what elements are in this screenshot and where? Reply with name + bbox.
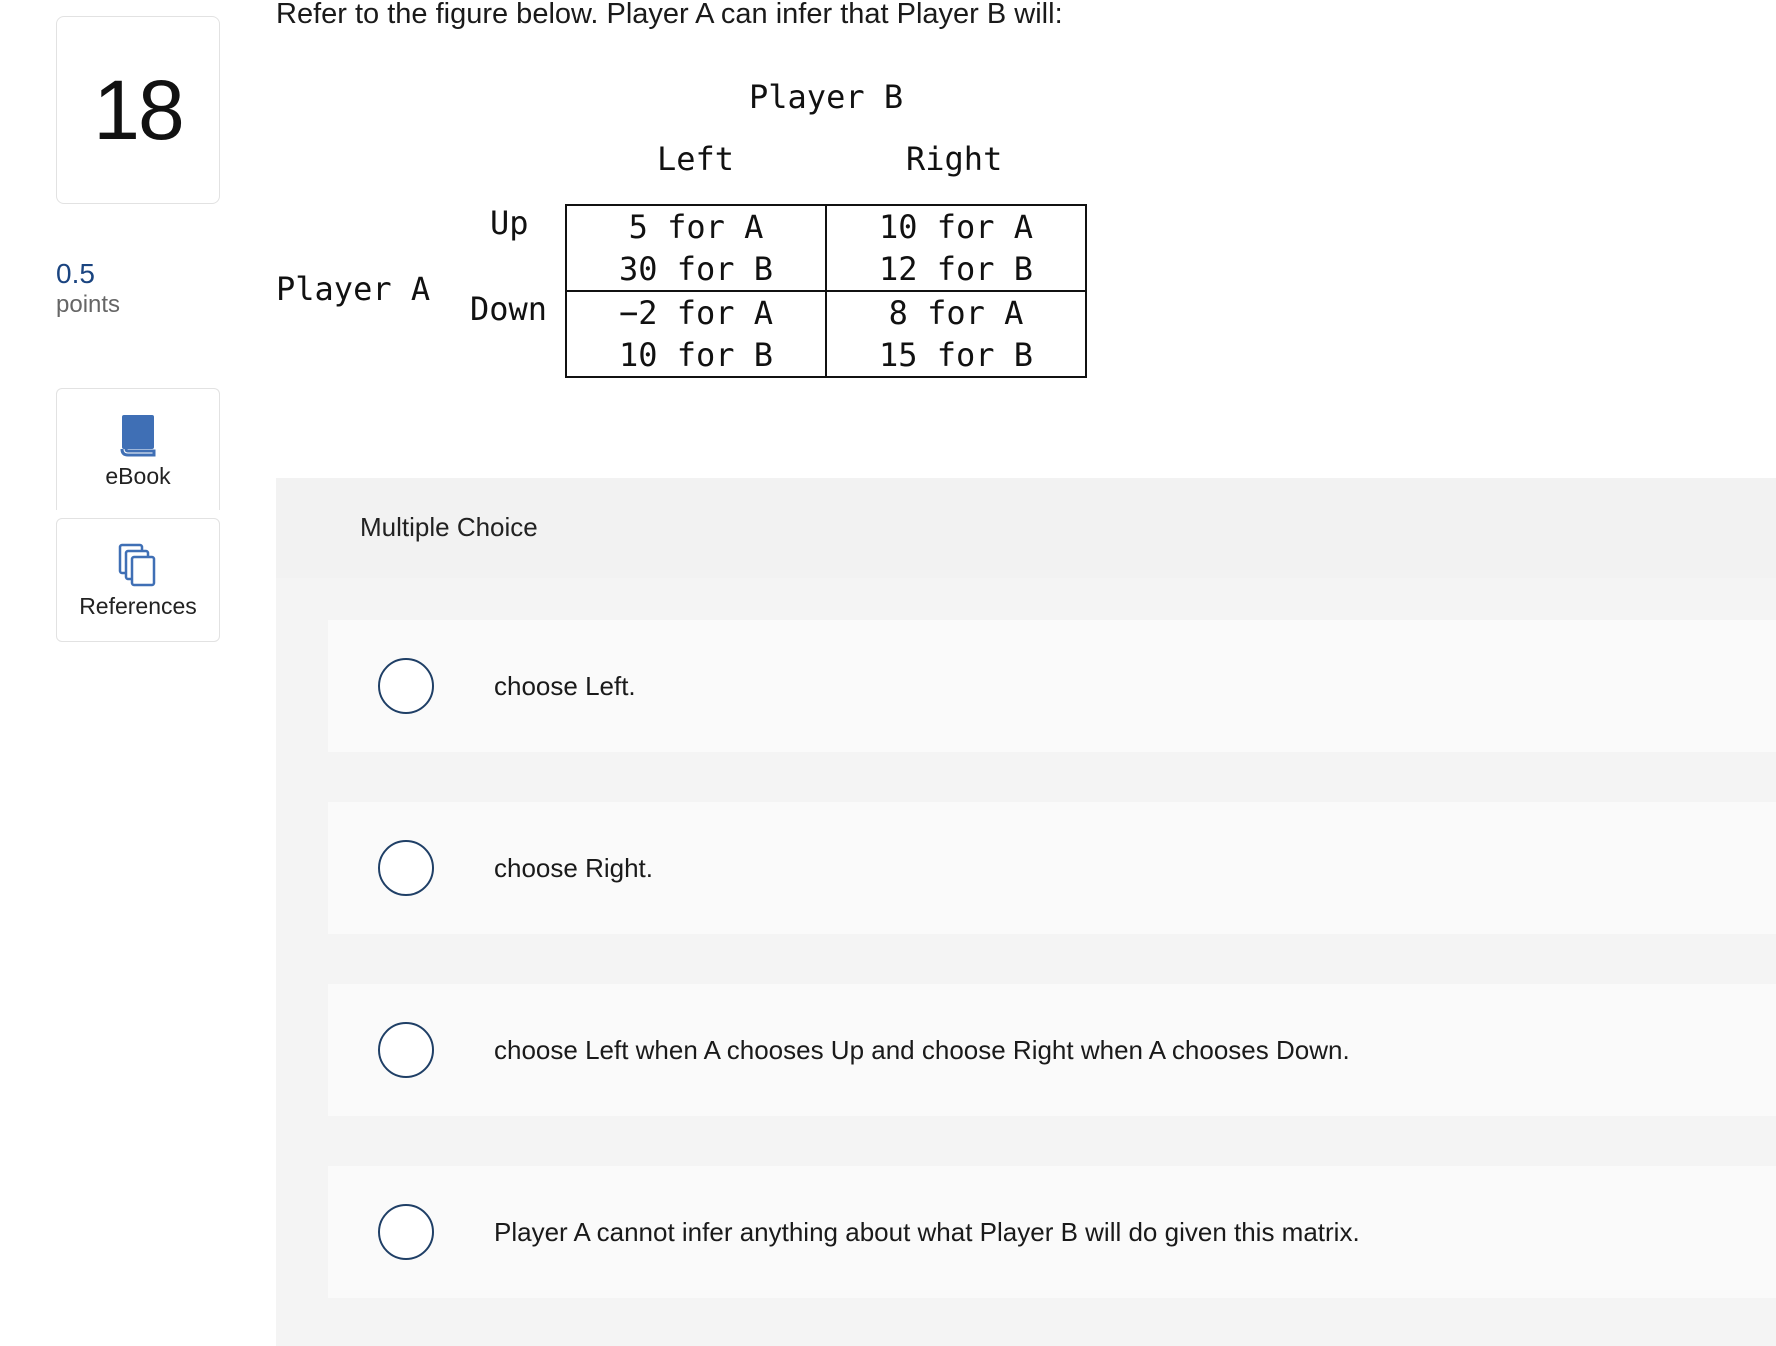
payoff-b: 15 for B	[878, 336, 1034, 374]
question-number-box	[56, 16, 220, 204]
ebook-button[interactable]	[56, 388, 220, 510]
column-label-left: Left	[657, 140, 735, 178]
choice-text: choose Left.	[494, 670, 636, 701]
payoff-b: 10 for B	[618, 336, 774, 374]
matrix-row-down	[566, 291, 1086, 377]
choice-option-1[interactable]	[328, 620, 1776, 752]
column-player-label: Player B	[749, 78, 904, 116]
radio-button[interactable]	[378, 1204, 434, 1260]
row-player-label: Player A	[276, 270, 431, 308]
choice-text: choose Right.	[494, 852, 653, 883]
row-label-down: Down	[470, 290, 548, 328]
documents-icon	[118, 543, 158, 587]
radio-button[interactable]	[378, 1022, 434, 1078]
matrix-cell-down-left	[566, 291, 826, 377]
points-block	[56, 258, 120, 320]
choices-list	[276, 578, 1776, 1346]
book-icon	[118, 413, 158, 457]
payoff-a: 10 for A	[878, 208, 1034, 246]
multiple-choice-header: Multiple Choice	[360, 512, 538, 542]
choice-option-2[interactable]	[328, 802, 1776, 934]
choice-option-3[interactable]	[328, 984, 1776, 1116]
references-label: References	[79, 593, 197, 619]
radio-button[interactable]	[378, 840, 434, 896]
radio-button[interactable]	[378, 658, 434, 714]
payoff-a: −2 for A	[618, 294, 774, 332]
payoff-b: 12 for B	[878, 250, 1034, 288]
payoff-matrix	[565, 204, 1087, 378]
points-label: points	[56, 291, 121, 318]
payoff-a: 8 for A	[888, 294, 1024, 332]
references-button[interactable]	[56, 518, 220, 642]
points-value: 0.5	[56, 258, 95, 289]
column-label-right: Right	[906, 140, 1003, 178]
ebook-label: eBook	[105, 463, 171, 489]
question-number: 18	[93, 62, 183, 157]
payoff-a: 5 for A	[628, 208, 764, 246]
question-text: Refer to the figure below. Player A can infer that Player B will:	[276, 0, 1063, 30]
choice-text: Player A cannot infer anything about what Player B will do given this matrix.	[494, 1216, 1360, 1247]
choice-option-4[interactable]	[328, 1166, 1776, 1298]
matrix-cell-up-right	[826, 205, 1086, 291]
matrix-row-up	[566, 205, 1086, 291]
matrix-cell-up-left	[566, 205, 826, 291]
matrix-cell-down-right	[826, 291, 1086, 377]
multiple-choice-panel	[276, 478, 1776, 1346]
row-label-up: Up	[490, 204, 529, 242]
choice-text: choose Left when A chooses Up and choose Right when A chooses Down.	[494, 1034, 1350, 1065]
payoff-b: 30 for B	[618, 250, 774, 288]
